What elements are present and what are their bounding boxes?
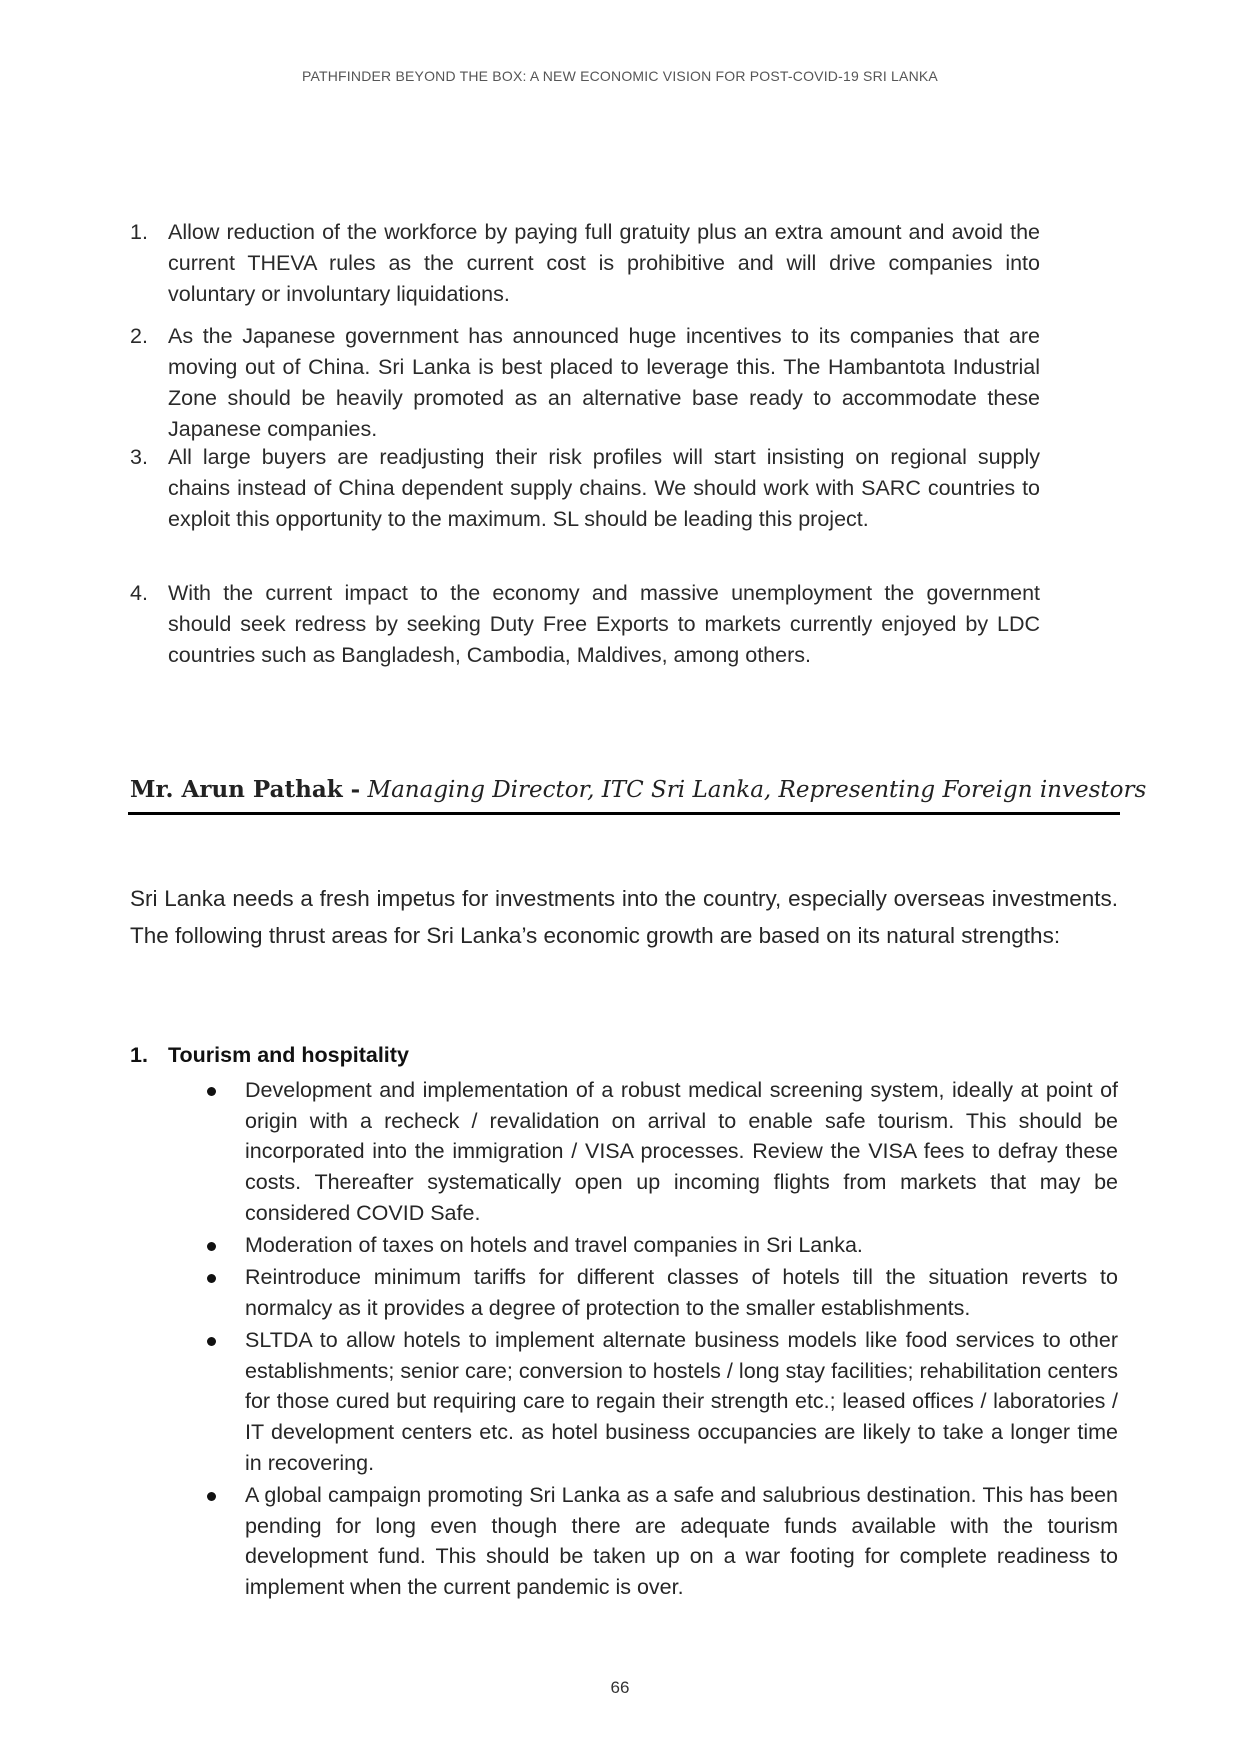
bullet-item (205, 1262, 1118, 1325)
bullet-text: Reintroduce minimum tariffs for different classes of hotels till the situation reverts to normalcy as it provides a degree of protection to the smaller establishments. (245, 1265, 1118, 1320)
bullet-text: SLTDA to allow hotels to implement alternate business models like food services to other establishments; senior care; conversion to hostels / long stay facilities; rehabilitation centers for those cured but requiring care to regain their strength etc.; leased offices / laboratories / IT development centers etc. as hotel business occupancies are likely to take a longer time in recovering. (245, 1328, 1118, 1475)
tourism-bullet-list (205, 1075, 1118, 1604)
list-item-text: As the Japanese government has announced huge incentives to its companies that are moving out of China. Sri Lanka is best placed to leverage this. The Hambantota Industrial Zone should be heavily promoted as an alternative base ready to accommodate these Japanese companies. (168, 324, 1040, 441)
section-heading (130, 1043, 409, 1068)
bullet-item (205, 1075, 1118, 1230)
bullet-icon (207, 1242, 216, 1251)
bullet-text: A global campaign promoting Sri Lanka as a safe and salubrious destination. This has been pending for long even though there are adequate funds available with the tourism development fund. This should be taken up on a war footing for complete readiness to implement when the current pandemic is over. (245, 1483, 1118, 1600)
list-item (130, 578, 1040, 678)
section-title: Tourism and hospitality (168, 1043, 409, 1067)
list-item-text: Allow reduction of the workforce by paying full gratuity plus an extra amount and avoid the current THEVA rules as the current cost is prohibitive and will drive companies into voluntary or involuntary liquidations. (168, 220, 1040, 306)
speaker-name: Mr. Arun Pathak - (130, 776, 361, 803)
list-marker: 3. (130, 445, 148, 469)
bullet-icon (207, 1492, 216, 1501)
bullet-item (205, 1480, 1118, 1604)
speaker-role: Managing Director, ITC Sri Lanka, Representing Foreign investors (367, 777, 1147, 803)
bullet-text: Moderation of taxes on hotels and travel companies in Sri Lanka. (245, 1233, 863, 1257)
list-item-text: All large buyers are readjusting their risk profiles will start insisting on regional supply chains instead of China dependent supply chains. We should work with SARC countries to exploit this opportunity to the maximum. SL should be leading this project. (168, 445, 1040, 531)
list-marker: 4. (130, 581, 148, 605)
section-number: 1. (130, 1043, 148, 1067)
bullet-text: Development and implementation of a robust medical screening system, ideally at point of origin with a recheck / revalidation on arrival to enable safe tourism. This should be incorporated into the immigration / VISA processes. Review the VISA fees to defray these costs. Thereafter systematically open up incoming flights from markets that may be considered COVID Safe. (245, 1078, 1118, 1225)
intro-paragraph: Sri Lanka needs a fresh impetus for investments into the country, especially overseas investments. The following thrust areas for Sri Lanka’s economic growth are based on its natural strengths: (130, 886, 1118, 948)
list-item-text: With the current impact to the economy and massive unemployment the government should seek redress by seeking Duty Free Exports to markets currently enjoyed by LDC countries such as Bangladesh, Cambodia, Maldives, among others. (168, 581, 1040, 667)
list-marker: 2. (130, 324, 148, 348)
page-number: 66 (610, 1678, 630, 1697)
bullet-icon (207, 1337, 216, 1346)
bullet-icon (207, 1274, 216, 1283)
bullet-item (205, 1325, 1118, 1480)
list-item (130, 217, 1040, 321)
running-header: PATHFINDER BEYOND THE BOX: A NEW ECONOMIC VISION FOR POST-COVID-19 SRI LANKA (302, 68, 938, 84)
heading-underline (128, 812, 1120, 815)
recommendations-list (130, 217, 1040, 678)
speaker-heading (130, 776, 1147, 803)
bullet-icon (207, 1087, 216, 1096)
list-marker: 1. (130, 220, 148, 244)
list-item (130, 321, 1040, 442)
bullet-item (205, 1230, 1118, 1262)
list-item (130, 442, 1040, 578)
